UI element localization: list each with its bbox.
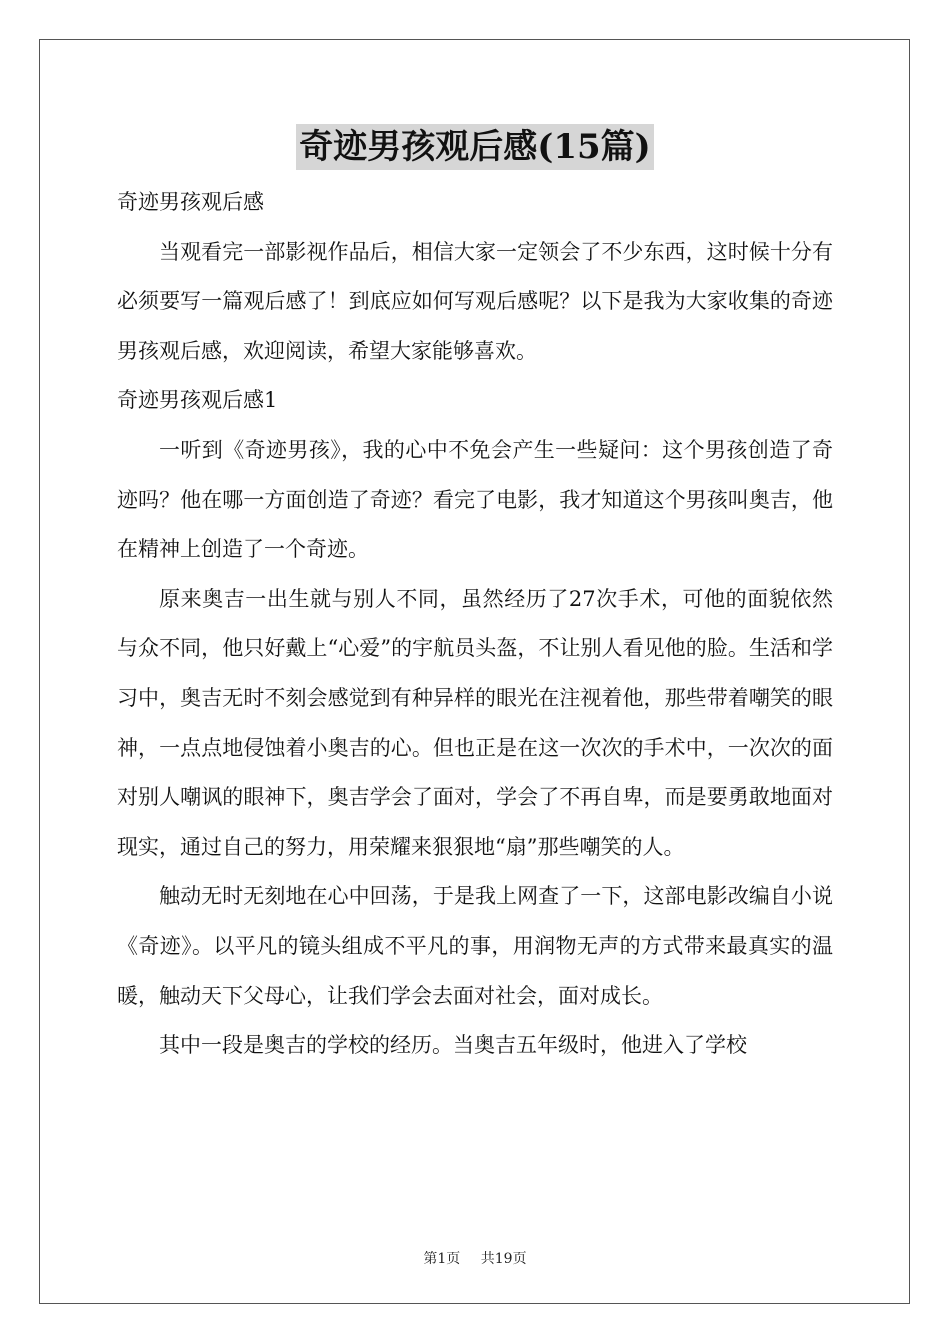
paragraph: 当观看完一部影视作品后，相信大家一定领会了不少东西，这时候十分有必须要写一篇观后感了！到底应如何写观后感呢？以下是我为大家收集的奇迹男孩观后感，欢迎阅读，希望大家能够喜欢。: [117, 239, 833, 363]
document-title: 奇迹男孩观后感(15篇): [296, 124, 654, 170]
page-total: 共19页: [480, 1251, 527, 1267]
paragraph: 其中一段是奥吉的学校的经历。当奥吉五年级时，他进入了学校: [159, 1033, 747, 1058]
page-footer: [0, 1248, 950, 1268]
title-container: [0, 124, 950, 170]
page-number: 第1页: [423, 1251, 461, 1267]
paragraph: 触动无时无刻地在心中回荡，于是我上网查了一下，这部电影改编自小说《奇迹》。以平凡的镜头组成不平凡的事，用润物无声的方式带来最真实的温暖，触动天下父母心，让我们学会去面对社会，面对成长。: [117, 884, 833, 1008]
section-heading: 奇迹男孩观后感1: [117, 388, 278, 413]
document-body: [117, 178, 833, 1071]
paragraph: 原来奥吉一出生就与别人不同，虽然经历了27次手术，可他的面貌依然与众不同，他只好戴上“心爱”的宇航员头盔，不让别人看见他的脸。生活和学习中，奥吉无时不刻会感觉到有种异样的眼光在注视着他，那些带着嘲笑的眼神，一点点地侵蚀着小奥吉的心。但也正是在这一次次的手术中，一次次的面对别人嘲讽的眼神下，奥吉学会了面对，学会了不再自卑，而是要勇敢地面对现实，通过自己的努力，用荣耀来狠狠地“扇”那些嘲笑的人。: [117, 586, 833, 859]
paragraph: 一听到《奇迹男孩》，我的心中不免会产生一些疑问：这个男孩创造了奇迹吗？他在哪一方面创造了奇迹？看完了电影，我才知道这个男孩叫奥吉，他在精神上创造了一个奇迹。: [117, 437, 833, 562]
section-heading: 奇迹男孩观后感: [117, 190, 264, 214]
